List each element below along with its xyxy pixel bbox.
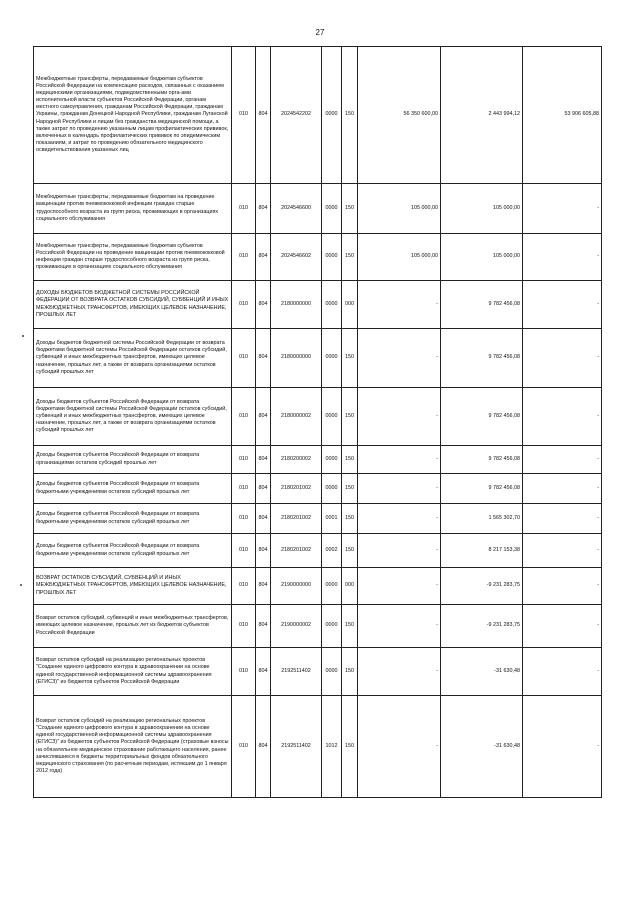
row-name-cell: Доходы бюджетов субъектов Российской Федерации от возврата бюджетными учреждениями остатков субсидий прошлых лет <box>34 534 232 568</box>
plan-amount-cell: - <box>358 446 441 474</box>
admin-code-cell: 804 <box>256 446 271 474</box>
row-name-cell: Возврат остатков субсидий на реализацию региональных проектов "Создание единого цифрового контура в здравоохранении на основе единой государственной информационной системы здравоохранения (ЕГИСЗ)" из бюджетов субъектов Российской Федерации (страховые взносы на обязательное медицинское страхование работающего населения, ранее зачислявшиеся в бюджеты территориальных фондов обязательного медицинского страхования (по расчетным периодам, истекшим до 1 января 2012 года) <box>34 696 232 798</box>
income-code-cell: 2024542202 <box>271 47 322 184</box>
executed-amount-cell: -31 630,48 <box>441 696 523 798</box>
income-code-cell: 2192511402 <box>271 648 322 696</box>
plan-amount-cell: - <box>358 534 441 568</box>
remaining-amount-cell: - <box>523 648 602 696</box>
subcode-cell: 0000 <box>322 474 342 504</box>
income-code-cell: 2180201002 <box>271 474 322 504</box>
subcode-cell: 0002 <box>322 534 342 568</box>
section-code-cell: 010 <box>232 234 256 281</box>
subcode-cell: 0000 <box>322 281 342 329</box>
table-row <box>34 568 602 605</box>
section-code-cell: 010 <box>232 696 256 798</box>
income-code-cell: 2180000000 <box>271 329 322 388</box>
income-code-cell: 2024546600 <box>271 184 322 234</box>
kosgu-cell: 150 <box>342 534 358 568</box>
income-code-cell: 2190000002 <box>271 605 322 648</box>
admin-code-cell: 804 <box>256 474 271 504</box>
subcode-cell: 0000 <box>322 446 342 474</box>
admin-code-cell: 804 <box>256 47 271 184</box>
table-row <box>34 696 602 798</box>
section-code-cell: 010 <box>232 474 256 504</box>
table-row <box>34 534 602 568</box>
admin-code-cell: 804 <box>256 568 271 605</box>
subcode-cell: 0001 <box>322 504 342 534</box>
kosgu-cell: 000 <box>342 281 358 329</box>
section-code-cell: 010 <box>232 605 256 648</box>
scan-speck <box>22 335 24 337</box>
kosgu-cell: 150 <box>342 329 358 388</box>
section-code-cell: 010 <box>232 388 256 446</box>
income-code-cell: 2180201002 <box>271 534 322 568</box>
row-name-cell: Возврат остатков субсидий, субвенций и иных межбюджетных трансфертов, имеющих целевое назначение, прошлых лет из бюджетов субъектов Российской Федерации <box>34 605 232 648</box>
subcode-cell: 0000 <box>322 388 342 446</box>
plan-amount-cell: - <box>358 696 441 798</box>
executed-amount-cell: 105 000,00 <box>441 184 523 234</box>
section-code-cell: 010 <box>232 329 256 388</box>
executed-amount-cell: -9 231 283,75 <box>441 605 523 648</box>
executed-amount-cell: 2 443 994,12 <box>441 47 523 184</box>
table-row <box>34 281 602 329</box>
plan-amount-cell: 56 350 600,00 <box>358 47 441 184</box>
remaining-amount-cell: 53 906 605,88 <box>523 47 602 184</box>
row-name-cell: ДОХОДЫ БЮДЖЕТОВ БЮДЖЕТНОЙ СИСТЕМЫ РОССИЙСКОЙ ФЕДЕРАЦИИ ОТ ВОЗВРАТА ОСТАТКОВ СУБСИДИЙ, СУБВЕНЦИЙ И ИНЫХ МЕЖБЮДЖЕТНЫХ ТРАНСФЕРТОВ, ИМЕЮЩИХ ЦЕЛЕВОЕ НАЗНАЧЕНИЕ, ПРОШЛЫХ ЛЕТ <box>34 281 232 329</box>
income-code-cell: 2190000000 <box>271 568 322 605</box>
income-code-cell: 2180201002 <box>271 504 322 534</box>
plan-amount-cell: 105 000,00 <box>358 184 441 234</box>
subcode-cell: 0000 <box>322 648 342 696</box>
admin-code-cell: 804 <box>256 329 271 388</box>
section-code-cell: 010 <box>232 446 256 474</box>
section-code-cell: 010 <box>232 504 256 534</box>
section-code-cell: 010 <box>232 648 256 696</box>
plan-amount-cell: - <box>358 388 441 446</box>
table-row <box>34 474 602 504</box>
executed-amount-cell: 9 782 456,08 <box>441 281 523 329</box>
plan-amount-cell: - <box>358 329 441 388</box>
section-code-cell: 010 <box>232 281 256 329</box>
remaining-amount-cell: - <box>523 388 602 446</box>
subcode-cell: 0000 <box>322 568 342 605</box>
row-name-cell: Доходы бюджетов субъектов Российской Федерации от возврата бюджетами бюджетной системы Российской Федерации остатков субсидий, субвенций и иных межбюджетных трансфертов, имеющих целевое назначение, прошлых лет, а также от возврата организациями остатков субсидий прошлых лет <box>34 388 232 446</box>
kosgu-cell: 150 <box>342 605 358 648</box>
remaining-amount-cell: - <box>523 329 602 388</box>
remaining-amount-cell: - <box>523 281 602 329</box>
row-name-cell: Возврат остатков субсидий на реализацию региональных проектов "Создание единого цифрового контура в здравоохранении на основе единой государственной информационной системы здравоохранения (ЕГИСЗ)" из бюджетов субъектов Российской Федерации <box>34 648 232 696</box>
table-row <box>34 329 602 388</box>
row-name-cell: Межбюджетные трансферты, передаваемые бюджетам субъектов Российской Федерации на компенсацию расходов, связанных с оказанием медицинскими организациями, подведомственными орга-ами исполнительной власти субъектов Российской Федерации, органам местного самоуправления, гражданам Российской Федерации, гражданам Украины, гражданам Донецкой Народной Республики, гражданам Луганской Народной Республики и лицам без гражданства медицинской помощи, а также затрат по проведению указанным лицам профилактических прививок, включенных в календарь профилактических прививок по эпидемическим показаниям, и затрат по проведению обязательного медицинского освидетельствования указанных лиц <box>34 47 232 184</box>
executed-amount-cell: -31 630,48 <box>441 648 523 696</box>
kosgu-cell: 000 <box>342 568 358 605</box>
subcode-cell: 0000 <box>322 47 342 184</box>
kosgu-cell: 150 <box>342 47 358 184</box>
subcode-cell: 0000 <box>322 234 342 281</box>
executed-amount-cell: 8 217 153,38 <box>441 534 523 568</box>
admin-code-cell: 804 <box>256 534 271 568</box>
admin-code-cell: 804 <box>256 281 271 329</box>
page-number: 27 <box>315 28 325 37</box>
row-name-cell: ВОЗВРАТ ОСТАТКОВ СУБСИДИЙ, СУБВЕНЦИЙ И ИНЫХ МЕЖБЮДЖЕТНЫХ ТРАНСФЕРТОВ, ИМЕЮЩИХ ЦЕЛЕВОЕ НАЗНАЧЕНИЕ, ПРОШЛЫХ ЛЕТ <box>34 568 232 605</box>
row-name-cell: Межбюджетные трансферты, передаваемые бюджетам на проведение вакцинации против пневмококковой инфекции граждан старше трудоспособного возраста из групп риска, проживающих в организациях социального обслуживания <box>34 184 232 234</box>
row-name-cell: Межбюджетные трансферты, передаваемые бюджетам субъектов Российской Федерации на проведение вакцинации против пневмококковой инфекции граждан старше трудоспособного возраста из групп риска, проживающих в организациях социального обслуживания <box>34 234 232 281</box>
kosgu-cell: 150 <box>342 696 358 798</box>
subcode-cell: 0000 <box>322 184 342 234</box>
table-row <box>34 446 602 474</box>
kosgu-cell: 150 <box>342 474 358 504</box>
kosgu-cell: 150 <box>342 388 358 446</box>
income-code-cell: 2192511402 <box>271 696 322 798</box>
table-row <box>34 184 602 234</box>
row-name-cell: Доходы бюджетов субъектов Российской Федерации от возврата организациями остатков субсидий прошлых лет <box>34 446 232 474</box>
remaining-amount-cell: - <box>523 696 602 798</box>
plan-amount-cell: - <box>358 281 441 329</box>
plan-amount-cell: 105 000,00 <box>358 234 441 281</box>
table-row <box>34 605 602 648</box>
scan-speck <box>20 584 22 586</box>
plan-amount-cell: - <box>358 605 441 648</box>
remaining-amount-cell: - <box>523 446 602 474</box>
remaining-amount-cell: - <box>523 234 602 281</box>
remaining-amount-cell: - <box>523 184 602 234</box>
admin-code-cell: 804 <box>256 696 271 798</box>
table-row <box>34 234 602 281</box>
admin-code-cell: 804 <box>256 648 271 696</box>
table-body <box>34 47 602 798</box>
table-row <box>34 648 602 696</box>
section-code-cell: 010 <box>232 47 256 184</box>
remaining-amount-cell: - <box>523 534 602 568</box>
admin-code-cell: 804 <box>256 234 271 281</box>
executed-amount-cell: -9 231 283,75 <box>441 568 523 605</box>
table-row <box>34 504 602 534</box>
row-name-cell: Доходы бюджетов субъектов Российской Федерации от возврата бюджетными учреждениями остатков субсидий прошлых лет <box>34 504 232 534</box>
plan-amount-cell: - <box>358 648 441 696</box>
subcode-cell: 0000 <box>322 605 342 648</box>
plan-amount-cell: - <box>358 504 441 534</box>
income-code-cell: 2180000002 <box>271 388 322 446</box>
executed-amount-cell: 1 565 302,70 <box>441 504 523 534</box>
kosgu-cell: 150 <box>342 234 358 281</box>
executed-amount-cell: 105 000,00 <box>441 234 523 281</box>
remaining-amount-cell: - <box>523 605 602 648</box>
admin-code-cell: 804 <box>256 504 271 534</box>
income-code-cell: 2180000000 <box>271 281 322 329</box>
executed-amount-cell: 9 782 456,08 <box>441 474 523 504</box>
section-code-cell: 010 <box>232 568 256 605</box>
kosgu-cell: 150 <box>342 504 358 534</box>
admin-code-cell: 804 <box>256 605 271 648</box>
income-code-cell: 2024546602 <box>271 234 322 281</box>
row-name-cell: Доходы бюджетов субъектов Российской Федерации от возврата бюджетными учреждениями остатков субсидий прошлых лет <box>34 474 232 504</box>
executed-amount-cell: 9 782 456,08 <box>441 329 523 388</box>
executed-amount-cell: 9 782 456,08 <box>441 446 523 474</box>
plan-amount-cell: - <box>358 568 441 605</box>
remaining-amount-cell: - <box>523 474 602 504</box>
executed-amount-cell: 9 782 456,08 <box>441 388 523 446</box>
subcode-cell: 1012 <box>322 696 342 798</box>
kosgu-cell: 150 <box>342 648 358 696</box>
section-code-cell: 010 <box>232 184 256 234</box>
kosgu-cell: 150 <box>342 446 358 474</box>
budget-table <box>33 46 602 798</box>
subcode-cell: 0000 <box>322 329 342 388</box>
table-row <box>34 388 602 446</box>
kosgu-cell: 150 <box>342 184 358 234</box>
table-row <box>34 47 602 184</box>
remaining-amount-cell: - <box>523 504 602 534</box>
admin-code-cell: 804 <box>256 184 271 234</box>
plan-amount-cell: - <box>358 474 441 504</box>
remaining-amount-cell: - <box>523 568 602 605</box>
income-code-cell: 2180200002 <box>271 446 322 474</box>
admin-code-cell: 804 <box>256 388 271 446</box>
section-code-cell: 010 <box>232 534 256 568</box>
row-name-cell: Доходы бюджетов бюджетной системы Российской Федерации от возврата бюджетами бюджетной системы Российской Федерации остатков субсидий, субвенций и иных межбюджетных трансфертов, имеющих целевое назначение, прошлых лет, а также от возврата организациями остатков субсидий прошлых лет <box>34 329 232 388</box>
